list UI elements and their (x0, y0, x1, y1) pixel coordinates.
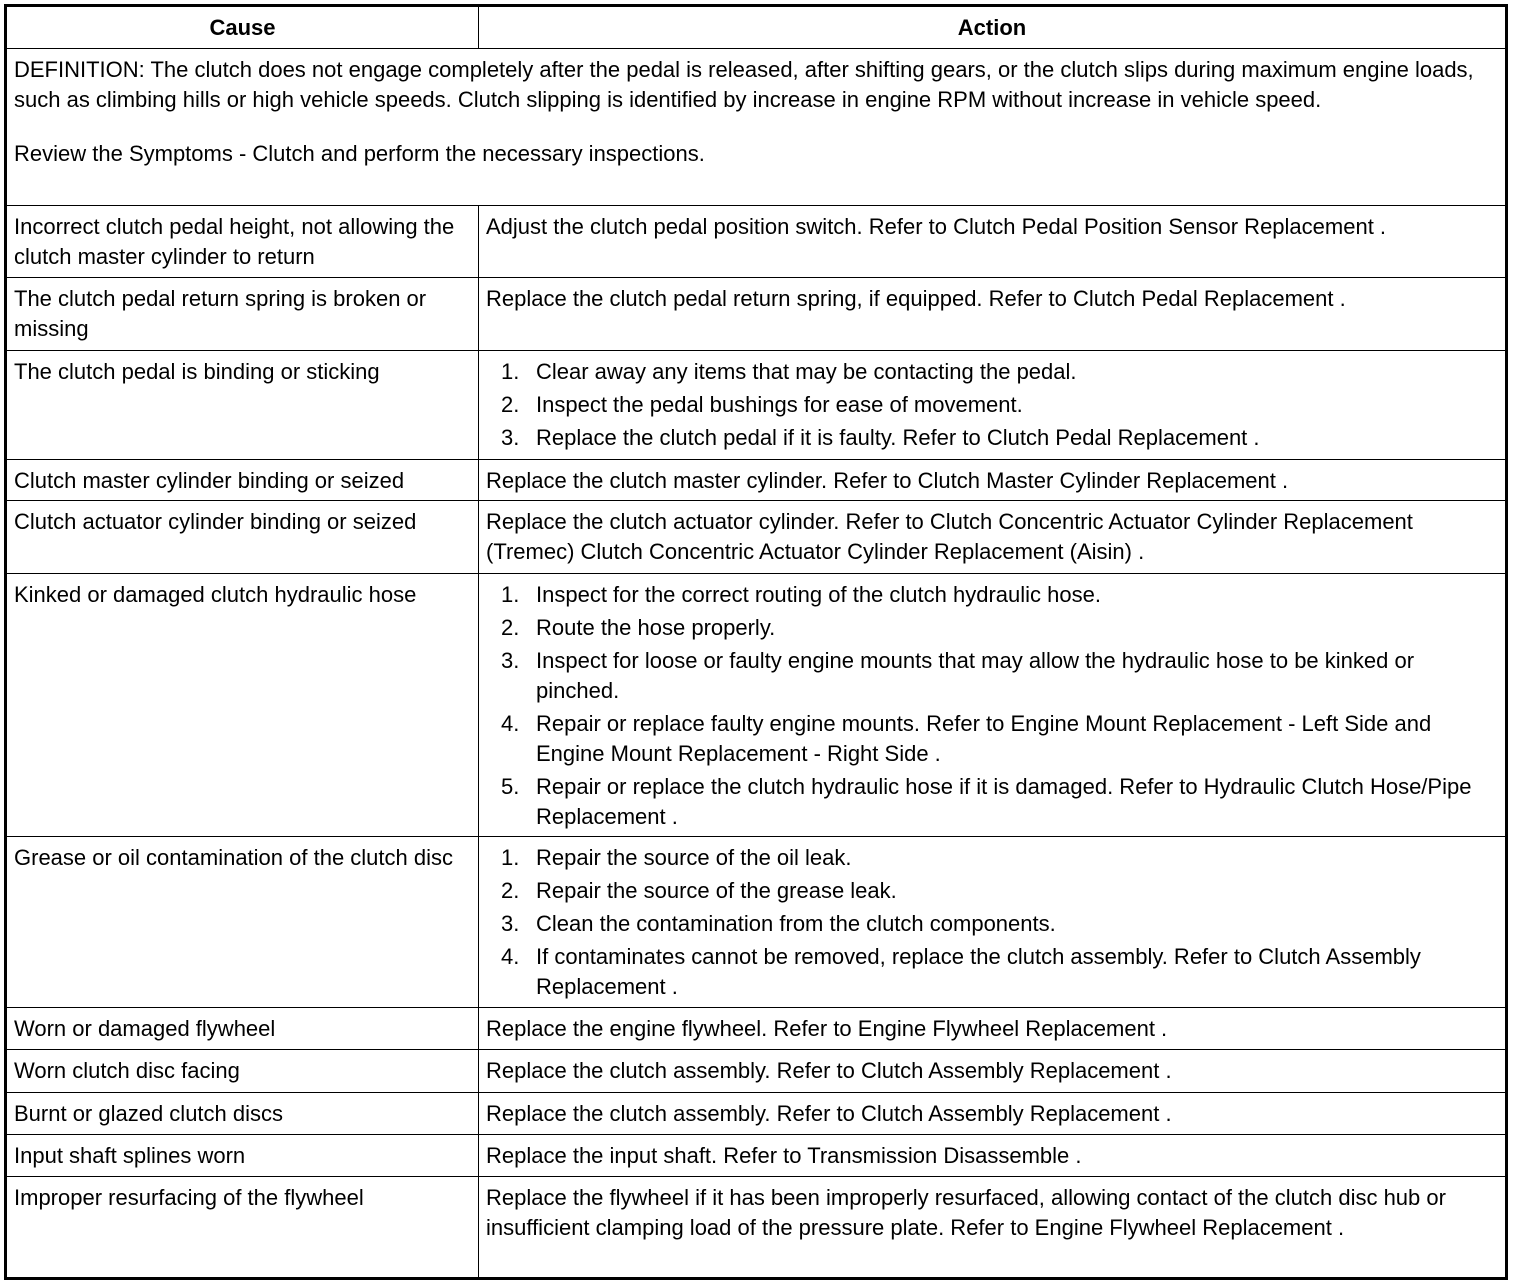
action-step (486, 646, 1499, 706)
cause-cell: Grease or oil contamination of the clutch disc (6, 837, 479, 1008)
table-row (6, 351, 1507, 460)
step-number: 3. (501, 648, 520, 673)
step-text: Inspect for the correct routing of the clutch hydraulic hose. (536, 582, 1101, 607)
action-step (486, 390, 1499, 420)
action-step (486, 613, 1499, 643)
table-row (6, 837, 1507, 1008)
table-row (6, 1050, 1507, 1093)
action-step (486, 580, 1499, 610)
cause-cell: Incorrect clutch pedal height, not allowing the clutch master cylinder to return (6, 206, 479, 278)
table-row (6, 1177, 1507, 1279)
cause-cell: The clutch pedal is binding or sticking (6, 351, 479, 460)
table-row (6, 574, 1507, 837)
step-text: Inspect the pedal bushings for ease of movement. (536, 392, 1023, 417)
table-row (6, 1093, 1507, 1135)
header-action: Action (479, 6, 1507, 49)
action-cell: Replace the flywheel if it has been improperly resurfaced, allowing contact of the clutch disc hub or insufficient clamping load of the pressure plate. Refer to Engine Flywheel Replacement . (479, 1177, 1507, 1279)
action-step (486, 357, 1499, 387)
diagnostic-table (4, 4, 1508, 1280)
cause-cell: Improper resurfacing of the flywheel (6, 1177, 479, 1279)
step-number: 2. (501, 878, 520, 903)
table-row (6, 1008, 1507, 1050)
table-row (6, 278, 1507, 351)
table-row (6, 460, 1507, 501)
action-cell: Replace the clutch assembly. Refer to Clutch Assembly Replacement . (479, 1093, 1507, 1135)
action-cell: Replace the input shaft. Refer to Transmission Disassemble . (479, 1135, 1507, 1177)
table-row (6, 206, 1507, 278)
step-text: Inspect for loose or faulty engine mounts that may allow the hydraulic hose to be kinked or pinched. (536, 648, 1415, 703)
step-text: Repair the source of the oil leak. (536, 845, 852, 870)
action-cell: Replace the clutch master cylinder. Refer to Clutch Master Cylinder Replacement . (479, 460, 1507, 501)
action-cell: Replace the engine flywheel. Refer to Engine Flywheel Replacement . (479, 1008, 1507, 1050)
step-text: If contaminates cannot be removed, replace the clutch assembly. Refer to Clutch Assembly Replacement . (536, 944, 1421, 999)
cause-cell: Clutch master cylinder binding or seized (6, 460, 479, 501)
header-cause: Cause (6, 6, 479, 49)
action-step (486, 876, 1499, 906)
action-cell (479, 351, 1507, 460)
step-text: Repair or replace the clutch hydraulic hose if it is damaged. Refer to Hydraulic Clutch Hose/Pipe Replacement . (536, 774, 1472, 829)
action-steps (486, 357, 1499, 453)
step-text: Route the hose properly. (536, 615, 776, 640)
cause-cell: Worn or damaged flywheel (6, 1008, 479, 1050)
step-number: 4. (501, 711, 520, 736)
action-step (486, 843, 1499, 873)
definition-text: DEFINITION: The clutch does not engage completely after the pedal is released, after shifting gears, or the clutch slips during maximum engine loads, such as climbing hills or high vehicle speeds. Clutch slipping is identified by increase in engine RPM without increase in vehicle speed. (14, 57, 1474, 112)
step-text: Clear away any items that may be contacting the pedal. (536, 359, 1077, 384)
action-cell: Replace the clutch pedal return spring, if equipped. Refer to Clutch Pedal Replacement . (479, 278, 1507, 351)
action-step (486, 772, 1499, 832)
cause-cell: Worn clutch disc facing (6, 1050, 479, 1093)
step-text: Clean the contamination from the clutch components. (536, 911, 1056, 936)
action-cell: Replace the clutch actuator cylinder. Refer to Clutch Concentric Actuator Cylinder Replacement (Tremec) Clutch Concentric Actuator Cylinder Replacement (Aisin) . (479, 501, 1507, 574)
action-step (486, 423, 1499, 453)
step-number: 2. (501, 392, 520, 417)
step-text: Replace the clutch pedal if it is faulty. Refer to Clutch Pedal Replacement . (536, 425, 1260, 450)
step-text: Repair the source of the grease leak. (536, 878, 897, 903)
action-cell: Replace the clutch assembly. Refer to Clutch Assembly Replacement . (479, 1050, 1507, 1093)
cause-cell: Clutch actuator cylinder binding or seized (6, 501, 479, 574)
header-row (6, 6, 1507, 49)
cause-cell: The clutch pedal return spring is broken or missing (6, 278, 479, 351)
step-number: 3. (501, 911, 520, 936)
action-step (486, 942, 1499, 1002)
cause-cell: Burnt or glazed clutch discs (6, 1093, 479, 1135)
definition-review: Review the Symptoms - Clutch and perform the necessary inspections. (14, 141, 705, 166)
action-steps (486, 843, 1499, 1002)
definition-row (6, 49, 1507, 206)
definition-cell (6, 49, 1507, 206)
step-number: 4. (501, 944, 520, 969)
cause-cell: Kinked or damaged clutch hydraulic hose (6, 574, 479, 837)
table-row (6, 1135, 1507, 1177)
step-text: Repair or replace faulty engine mounts. Refer to Engine Mount Replacement - Left Side and Engine Mount Replacement - Right Side . (536, 711, 1432, 766)
action-step (486, 909, 1499, 939)
action-steps (486, 580, 1499, 832)
step-number: 5. (501, 774, 520, 799)
action-step (486, 709, 1499, 769)
action-cell (479, 574, 1507, 837)
cause-cell: Input shaft splines worn (6, 1135, 479, 1177)
step-number: 3. (501, 425, 520, 450)
action-cell (479, 837, 1507, 1008)
step-number: 2. (501, 615, 520, 640)
table-row (6, 501, 1507, 574)
step-number: 1. (501, 359, 520, 384)
step-number: 1. (501, 845, 520, 870)
step-number: 1. (501, 582, 520, 607)
action-cell: Adjust the clutch pedal position switch. Refer to Clutch Pedal Position Sensor Replacement . (479, 206, 1507, 278)
